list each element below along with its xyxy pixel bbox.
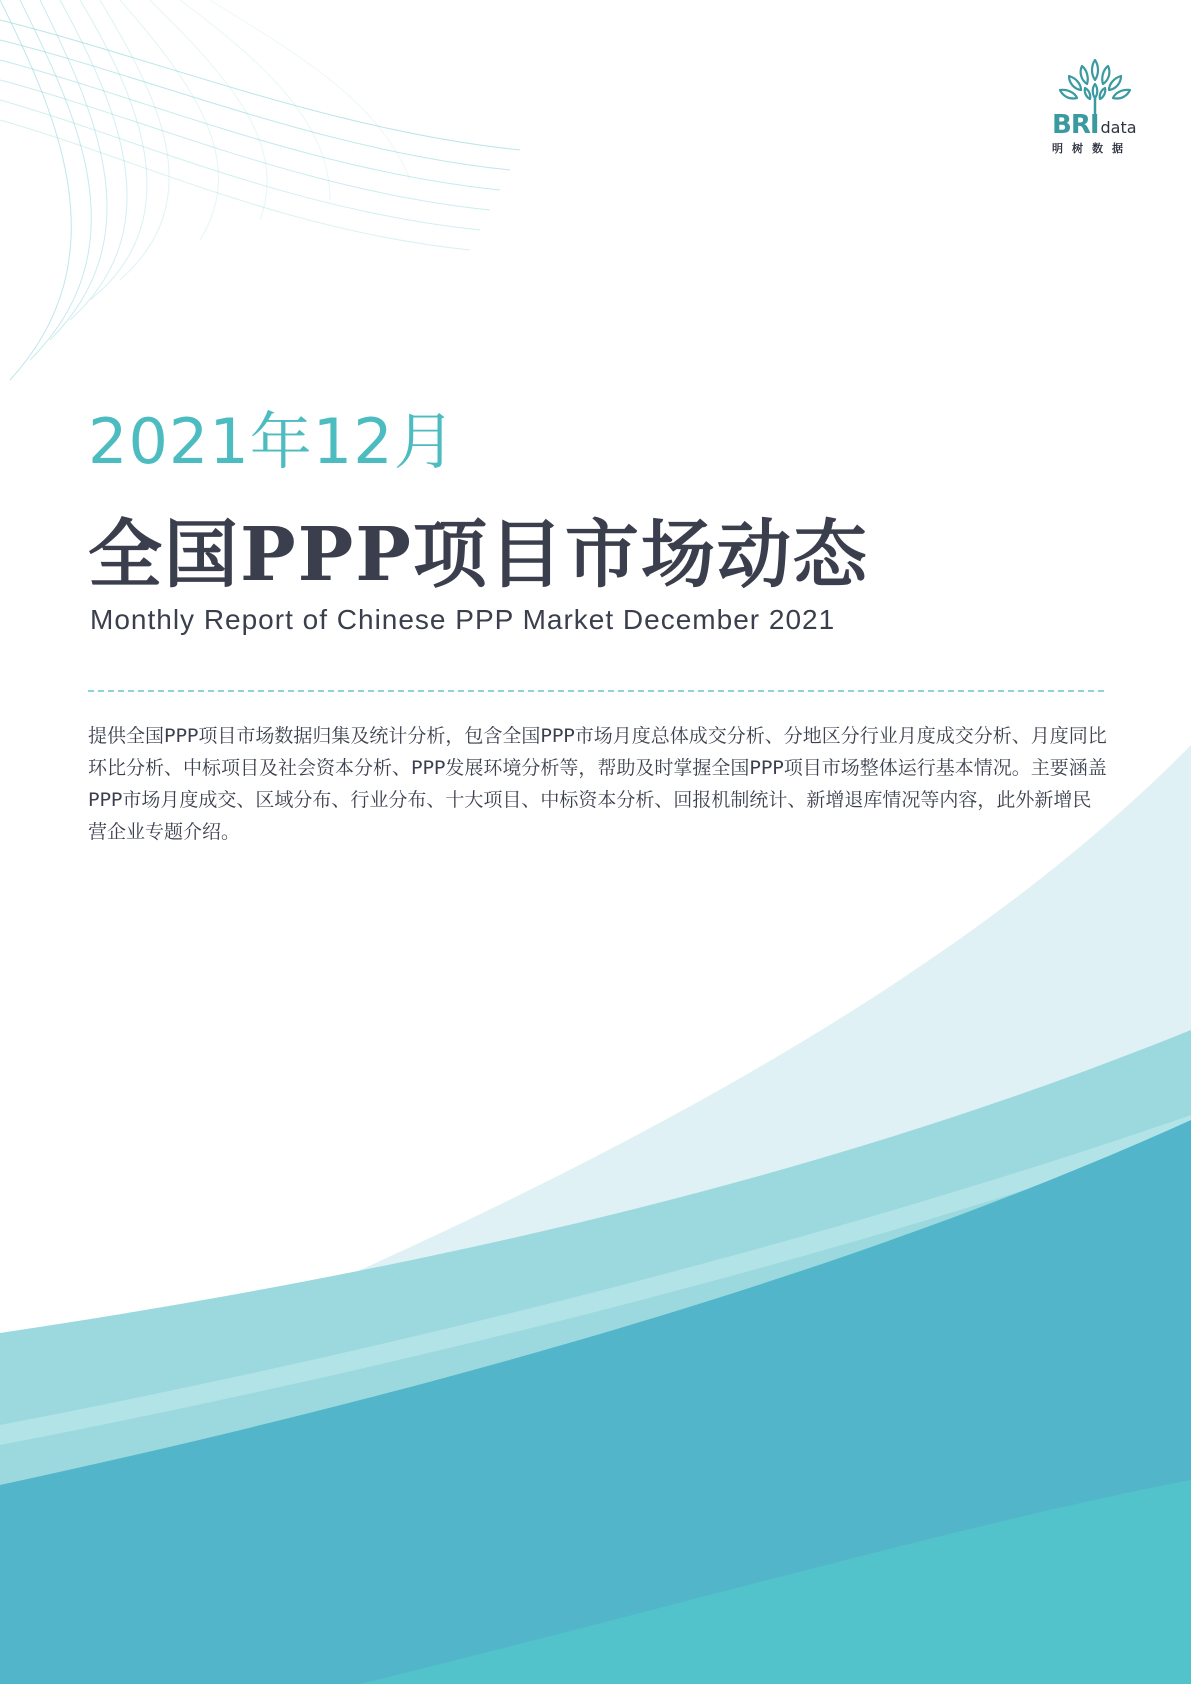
report-description: 提供全国PPP项目市场数据归集及统计分析，包含全国PPP市场月度总体成交分析、分地区分行业月度成交分析、月度同比环比分析、中标项目及社会资本分析、PPP发展环境分析等，帮助及时掌握全国PPP项目市场整体运行基本情况。主要涵盖PPP市场月度成交、区域分布、行业分布、十大项目、中标资本分析、回报机制统计、新增退库情况等内容，此外新增民营企业专题介绍。 xyxy=(88,725,1107,843)
logo-wordmark xyxy=(1052,110,1137,140)
top-left-line-pattern xyxy=(0,0,520,380)
brand-logo xyxy=(1040,52,1150,156)
tree-icon xyxy=(1054,52,1136,114)
report-subtitle: Monthly Report of Chinese PPP Market December 2021 xyxy=(90,604,836,635)
logo-brand: BRI xyxy=(1052,110,1099,140)
report-date: 2021年12月 xyxy=(88,405,457,478)
dashed-divider xyxy=(88,690,1104,692)
report-title: 全国PPP项目市场动态 xyxy=(88,512,869,598)
logo-brand-suffix: data xyxy=(1100,118,1137,137)
logo-brand-cn: 明树数据 xyxy=(1052,142,1132,155)
